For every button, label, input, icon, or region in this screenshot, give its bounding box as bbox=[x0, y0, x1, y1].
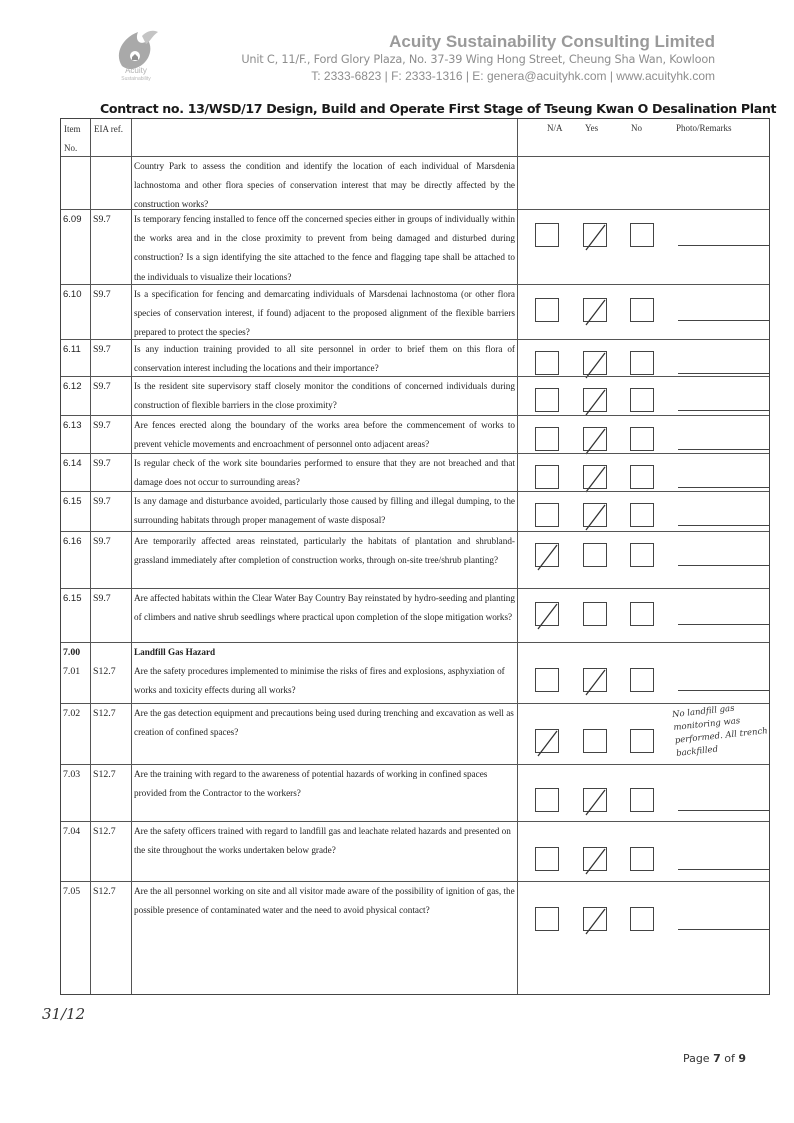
question-text: Is any damage and disturbance avoided, particularly those caused by filling and illegal dumping, to the surrounding habitats through proper management of waste disposal? bbox=[134, 496, 515, 526]
question-text: Is any induction training provided to all site personnel in order to brief them on this flora of conservation interest including the locations and their importance? bbox=[134, 344, 515, 374]
section-title: Landfill Gas Hazard bbox=[134, 647, 216, 657]
checkbox-na[interactable] bbox=[535, 388, 559, 412]
remarks-line[interactable] bbox=[678, 245, 770, 246]
eia-ref: S9.7 bbox=[93, 593, 111, 604]
slash-check-icon bbox=[584, 504, 608, 528]
remarks-line[interactable] bbox=[678, 320, 770, 321]
slash-check-icon bbox=[536, 603, 560, 627]
question-text: Is a specification for fencing and demarcating individuals of Marsdenai lachnostoma (or other flora species of conservation interest, if found) adjacent to the proposed alignment of the flexible barriers prepared to protect the species? bbox=[134, 289, 515, 338]
question-text: Are the safety procedures implemented to minimise the risks of fires and explosions, asphyxiation of works and toxicity effects during all works? bbox=[134, 666, 505, 696]
remarks-line[interactable] bbox=[678, 565, 770, 566]
question-text: Are the safety officers trained with regard to landfill gas and leachate related hazards and presented on the site throughout the works undertaken below grade? bbox=[134, 826, 511, 856]
checkbox-na[interactable] bbox=[535, 668, 559, 692]
header-photo-remarks: Photo/Remarks bbox=[676, 123, 732, 133]
item-number: 6.15 bbox=[63, 593, 82, 604]
row-divider bbox=[61, 376, 769, 377]
checkbox-na[interactable] bbox=[535, 907, 559, 931]
checkbox-yes[interactable] bbox=[583, 388, 607, 412]
item-number: 6.11 bbox=[63, 344, 81, 355]
eia-ref: S12.7 bbox=[93, 826, 116, 837]
continuation-text: Country Park to assess the condition and identify the location of each individual of Marsdenia lachnostoma and other flora species of conservation interest that may be directly affected by the construction works? bbox=[134, 161, 515, 210]
question-text: Are the training with regard to the awareness of potential hazards of working in confined spaces provided from the Contractor to the workers? bbox=[134, 769, 488, 799]
checkbox-no[interactable] bbox=[630, 729, 654, 753]
contract-title: Contract no. 13/WSD/17 Design, Build and Operate First Stage of Tseung Kwan O Desalination Plant bbox=[100, 101, 777, 116]
checkbox-no[interactable] bbox=[630, 788, 654, 812]
slash-check-icon bbox=[584, 428, 608, 452]
slash-check-icon bbox=[584, 789, 608, 813]
eia-ref: S12.7 bbox=[93, 769, 116, 780]
eia-ref: S12.7 bbox=[93, 886, 116, 897]
eia-ref: S9.7 bbox=[93, 214, 111, 225]
slash-check-icon bbox=[584, 908, 608, 932]
checkbox-yes[interactable] bbox=[583, 729, 607, 753]
slash-check-icon bbox=[584, 224, 608, 248]
item-number: 6.14 bbox=[63, 458, 82, 469]
checkbox-no[interactable] bbox=[630, 465, 654, 489]
checkbox-na[interactable] bbox=[535, 465, 559, 489]
item-number: 7.02 bbox=[63, 708, 81, 719]
company-contact: T: 2333-6823 | F: 2333-1316 | E: genera@acuityhk.com | www.acuityhk.com bbox=[311, 69, 715, 83]
row-divider bbox=[61, 821, 769, 822]
item-number: 7.00 bbox=[63, 647, 81, 658]
slash-check-icon bbox=[584, 299, 608, 323]
row-divider bbox=[61, 339, 769, 340]
slash-check-icon bbox=[584, 466, 608, 490]
header-eia-ref: EIA ref. bbox=[94, 124, 123, 134]
question-text: Is the resident site supervisory staff closely monitor the conditions of concerned individuals during construction of flexible barriers in the close proximity? bbox=[134, 381, 515, 411]
eia-ref: S12.7 bbox=[93, 708, 116, 719]
page-total: 9 bbox=[738, 1052, 746, 1065]
checkbox-yes[interactable] bbox=[583, 351, 607, 375]
remarks-line[interactable] bbox=[678, 525, 770, 526]
eia-ref: S9.7 bbox=[93, 344, 111, 355]
item-sub-number: 7.01 bbox=[63, 666, 81, 677]
header-item-label: Item bbox=[64, 124, 81, 134]
checkbox-no[interactable] bbox=[630, 847, 654, 871]
remarks-line[interactable] bbox=[678, 410, 770, 411]
eia-ref: S12.7 bbox=[93, 666, 116, 677]
page-number bbox=[683, 1052, 746, 1065]
column-divider bbox=[90, 119, 91, 994]
checkbox-no[interactable] bbox=[630, 427, 654, 451]
page-current: 7 bbox=[713, 1052, 721, 1065]
checkbox-yes[interactable] bbox=[583, 602, 607, 626]
column-divider bbox=[131, 119, 132, 994]
checkbox-yes[interactable] bbox=[583, 668, 607, 692]
row-divider bbox=[61, 531, 769, 532]
checkbox-yes[interactable] bbox=[583, 298, 607, 322]
slash-check-icon bbox=[584, 389, 608, 413]
question-text: Are affected habitats within the Clear Water Bay Country Bay reinstated by hydro-seeding and planting of climbers and native shrub seedlings where practical upon completion of the slope mitigation works? bbox=[134, 593, 515, 623]
checkbox-yes[interactable] bbox=[583, 427, 607, 451]
slash-check-icon bbox=[584, 669, 608, 693]
checkbox-no[interactable] bbox=[630, 503, 654, 527]
header-item bbox=[64, 120, 81, 158]
remarks-line[interactable] bbox=[678, 449, 770, 450]
row-divider bbox=[61, 453, 769, 454]
page-label-of: of bbox=[720, 1052, 739, 1065]
eia-ref: S9.7 bbox=[93, 381, 111, 392]
checkbox-no[interactable] bbox=[630, 907, 654, 931]
slash-check-icon bbox=[536, 544, 560, 568]
remarks-line[interactable] bbox=[678, 869, 770, 870]
checkbox-yes[interactable] bbox=[583, 543, 607, 567]
question-text: Are temporarily affected areas reinstated, particularly the habitats of plantation and shrubland-grassland immediately after completion of construction works, through on-site tree/shrub planting? bbox=[134, 536, 515, 566]
header-yes: Yes bbox=[585, 123, 599, 133]
question-text: Is temporary fencing installed to fence off the concerned species either in groups of individually within the works area and in the close proximity to prevent from being damaged and disturbed during construction? Is a sign identifying the site attached to the fence and flagging tape shall be attached to the individuals to visualize their locations? bbox=[134, 214, 515, 282]
checkbox-na[interactable] bbox=[535, 503, 559, 527]
checkbox-na[interactable] bbox=[535, 602, 559, 626]
checkbox-no[interactable] bbox=[630, 351, 654, 375]
checkbox-yes[interactable] bbox=[583, 907, 607, 931]
row-divider bbox=[61, 284, 769, 285]
checkbox-na[interactable] bbox=[535, 427, 559, 451]
company-address: Unit C, 11/F., Ford Glory Plaza, No. 37-39 Wing Hong Street, Cheung Sha Wan, Kowloon bbox=[241, 53, 715, 66]
header-na: N/A bbox=[547, 123, 563, 133]
eia-ref: S9.7 bbox=[93, 458, 111, 469]
row-divider bbox=[61, 491, 769, 492]
eia-ref: S9.7 bbox=[93, 289, 111, 300]
page-label: Page bbox=[682, 1052, 714, 1065]
row-divider bbox=[61, 156, 769, 157]
item-number: 6.13 bbox=[63, 420, 82, 431]
row-divider bbox=[61, 764, 769, 765]
eia-ref: S9.7 bbox=[93, 536, 111, 547]
checkbox-no[interactable] bbox=[630, 543, 654, 567]
eia-ref: S9.7 bbox=[93, 496, 111, 507]
header-item-no-label: No. bbox=[64, 143, 78, 153]
row-divider bbox=[61, 588, 769, 589]
checkbox-no[interactable] bbox=[630, 223, 654, 247]
item-number: 6.10 bbox=[63, 289, 82, 300]
remarks-line[interactable] bbox=[678, 690, 770, 691]
checkbox-no[interactable] bbox=[630, 668, 654, 692]
checkbox-na[interactable] bbox=[535, 351, 559, 375]
item-number: 7.03 bbox=[63, 769, 81, 780]
header-no: No bbox=[631, 123, 642, 133]
checkbox-yes[interactable] bbox=[583, 788, 607, 812]
item-number: 6.12 bbox=[63, 381, 82, 392]
checkbox-na[interactable] bbox=[535, 847, 559, 871]
slash-check-icon bbox=[584, 352, 608, 376]
logo-subtext: Sustainability bbox=[121, 76, 151, 82]
eia-ref: S9.7 bbox=[93, 420, 111, 431]
remarks-line[interactable] bbox=[678, 624, 770, 625]
remarks-line[interactable] bbox=[678, 929, 770, 930]
item-number: 7.05 bbox=[63, 886, 81, 897]
remarks-line[interactable] bbox=[678, 810, 770, 811]
question-text: Are the all personnel working on site and all visitor made aware of the possibility of ignition of gas, the possible presence of contaminated water and the need to avoid physical contact? bbox=[134, 886, 515, 916]
item-number: 6.15 bbox=[63, 496, 82, 507]
remarks-line[interactable] bbox=[678, 487, 770, 488]
slash-check-icon bbox=[536, 730, 560, 754]
question-text: Is regular check of the work site boundaries performed to ensure that they are not breached and that damage does not occur to surrounding areas? bbox=[134, 458, 515, 488]
checkbox-na[interactable] bbox=[535, 298, 559, 322]
checkbox-no[interactable] bbox=[630, 298, 654, 322]
slash-check-icon bbox=[584, 848, 608, 872]
row-divider bbox=[61, 209, 769, 210]
question-text: Are the gas detection equipment and precautions being used during trenching and excavation as well as creation of confined spaces? bbox=[134, 708, 514, 738]
checkbox-yes[interactable] bbox=[583, 847, 607, 871]
checkbox-no[interactable] bbox=[630, 388, 654, 412]
row-divider bbox=[61, 415, 769, 416]
handwritten-remark: No landfill gas monitoring was performed. All trench backfilled bbox=[671, 703, 769, 759]
checkbox-na[interactable] bbox=[535, 788, 559, 812]
handwritten-date: 31/12 bbox=[42, 1005, 86, 1023]
row-divider bbox=[61, 642, 769, 643]
company-name: Acuity Sustainability Consulting Limited bbox=[389, 32, 715, 51]
checkbox-yes[interactable] bbox=[583, 223, 607, 247]
checkbox-na[interactable] bbox=[535, 543, 559, 567]
checkbox-no[interactable] bbox=[630, 602, 654, 626]
column-divider bbox=[517, 119, 518, 994]
checkbox-yes[interactable] bbox=[583, 503, 607, 527]
row-divider bbox=[61, 881, 769, 882]
logo-text: Acuity bbox=[125, 66, 147, 75]
row-divider bbox=[61, 703, 769, 704]
item-number: 7.04 bbox=[63, 826, 81, 837]
question-text: Are fences erected along the boundary of the works area before the commencement of works to prevent vehicle movements and encroachment of personnel onto adjacent areas? bbox=[134, 420, 515, 450]
checkbox-yes[interactable] bbox=[583, 465, 607, 489]
item-number: 6.09 bbox=[63, 214, 82, 225]
checklist-table bbox=[60, 118, 770, 995]
checkbox-na[interactable] bbox=[535, 223, 559, 247]
item-number: 6.16 bbox=[63, 536, 82, 547]
remarks-line[interactable] bbox=[678, 373, 770, 374]
checkbox-na[interactable] bbox=[535, 729, 559, 753]
